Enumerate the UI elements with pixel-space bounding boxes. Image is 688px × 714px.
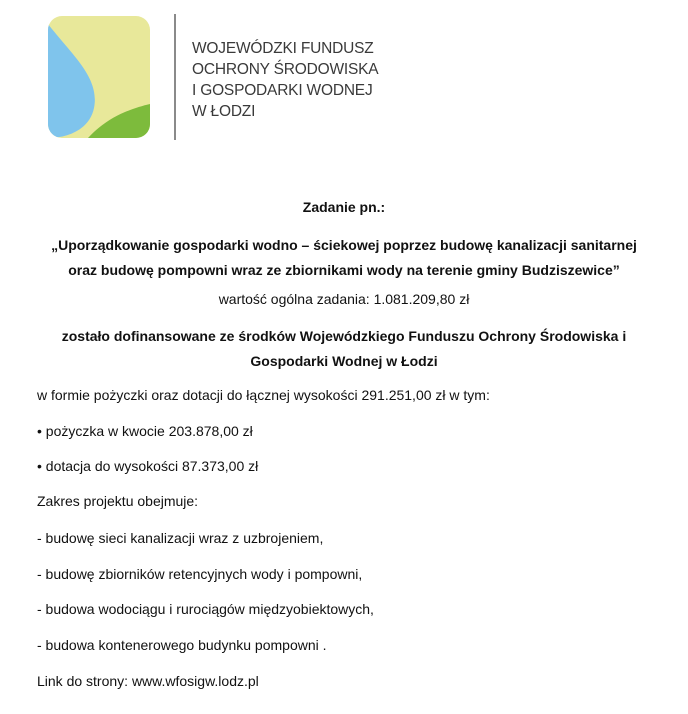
- logo-line-3: I GOSPODARKI WODNEJ: [192, 82, 373, 99]
- scope-item: - budowa wodociągu i rurociągów międzyobiektowych,: [37, 601, 374, 617]
- scope-item: - budowę zbiorników retencyjnych wody i pompowni,: [37, 566, 363, 582]
- logo-wordmark: [192, 38, 378, 122]
- document-title: Zadanie pn.:: [302, 199, 386, 215]
- project-name-line-2: oraz budowę pompowni wraz ze zbiornikami wody na terenie gminy Budziszewice”: [68, 262, 620, 278]
- wfosigw-logo-icon: [48, 16, 150, 138]
- scope-heading: Zakres projektu obejmuje:: [37, 493, 199, 509]
- logo-line-2: OCHRONY ŚRODOWISKA: [192, 61, 379, 78]
- project-name-line-1: „Uporządkowanie gospodarki wodno – ściekowej poprzez budowę kanalizacji sanitarnej: [51, 237, 637, 253]
- funded-by-line-2: Gospodarki Wodnej w Łodzi: [250, 353, 438, 369]
- scope-item: - budowa kontenerowego budynku pompowni .: [37, 637, 327, 653]
- funded-by-line-1: zostało dofinansowane ze środków Wojewódzkiego Funduszu Ochrony Środowiska i: [61, 328, 627, 344]
- loan-amount: • pożyczka w kwocie 203.878,00 zł: [37, 423, 253, 439]
- project-name: [0, 233, 688, 283]
- scope-item: - budowę sieci kanalizacji wraz z uzbrojeniem,: [37, 530, 324, 546]
- logo-divider: [174, 14, 176, 140]
- logo-line-1: WOJEWÓDZKI FUNDUSZ: [192, 40, 374, 57]
- grant-amount: • dotacja do wysokości 87.373,00 zł: [37, 458, 259, 474]
- total-value: wartość ogólna zadania: 1.081.209,80 zł: [218, 291, 470, 307]
- website-link[interactable]: Link do strony: www.wfosigw.lodz.pl: [37, 673, 259, 689]
- funding-form: w formie pożyczki oraz dotacji do łącznej wysokości 291.251,00 zł w tym:: [37, 387, 490, 403]
- logo-line-4: W ŁODZI: [192, 103, 256, 120]
- funded-by: [0, 324, 688, 374]
